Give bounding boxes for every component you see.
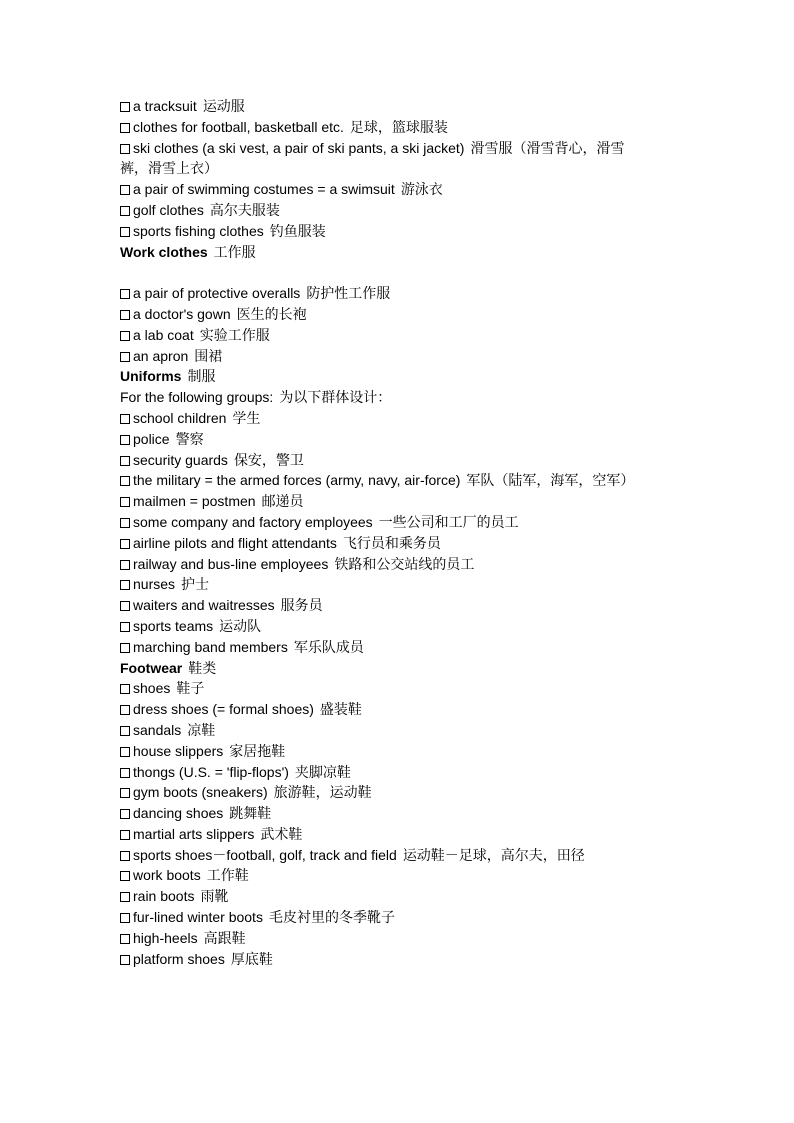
- list-item: a tracksuit 运动服: [120, 96, 650, 117]
- checkbox-icon: [120, 830, 130, 840]
- checkbox-icon: [120, 518, 130, 528]
- list-item: a pair of swimming costumes = a swimsuit 游泳衣: [120, 179, 650, 200]
- checkbox-icon: [120, 726, 130, 736]
- list-item: police 警察: [120, 429, 650, 450]
- list-item: fur-lined winter boots 毛皮衬里的冬季靴子: [120, 907, 650, 928]
- checkbox-icon: [120, 580, 130, 590]
- checkbox-icon: [120, 788, 130, 798]
- list-item: sandals 凉鞋: [120, 720, 650, 741]
- work-clothes-list: [120, 283, 650, 366]
- checkbox-icon: [120, 913, 130, 923]
- checkbox-icon: [120, 476, 130, 486]
- list-item: marching band members 军乐队成员: [120, 637, 650, 658]
- checkbox-icon: [120, 352, 130, 362]
- uniforms-list: [120, 408, 650, 658]
- list-item: shoes 鞋子: [120, 678, 650, 699]
- checkbox-icon: [120, 123, 130, 133]
- section-heading-uniforms: Uniforms 制服: [120, 368, 216, 385]
- spacer: [120, 262, 650, 283]
- list-item: some company and factory employees 一些公司和工厂的员工: [120, 512, 650, 533]
- sports-clothes-list: [120, 96, 650, 242]
- list-item: platform shoes 厚底鞋: [120, 949, 650, 970]
- list-item: nurses 护士: [120, 574, 650, 595]
- list-item: high-heels 高跟鞋: [120, 928, 650, 949]
- list-item: sports shoes－football, golf, track and field 运动鞋－足球，高尔夫，田径: [120, 845, 650, 866]
- checkbox-icon: [120, 601, 130, 611]
- checkbox-icon: [120, 768, 130, 778]
- list-item: dancing shoes 跳舞鞋: [120, 803, 650, 824]
- checkbox-icon: [120, 747, 130, 757]
- checkbox-icon: [120, 539, 130, 549]
- list-item: dress shoes (= formal shoes) 盛装鞋: [120, 699, 650, 720]
- list-item: ski clothes (a ski vest, a pair of ski pants, a ski jacket) 滑雪服（滑雪背心，滑雪裤，滑雪上衣）: [120, 139, 625, 177]
- checkbox-icon: [120, 144, 130, 154]
- checkbox-icon: [120, 560, 130, 570]
- checkbox-icon: [120, 684, 130, 694]
- footwear-list: [120, 678, 650, 969]
- list-item: mailmen = postmen 邮递员: [120, 491, 650, 512]
- list-item: work boots 工作鞋: [120, 865, 650, 886]
- list-item: a lab coat 实验工作服: [120, 325, 650, 346]
- section-heading-footwear: Footwear 鞋类: [120, 659, 217, 676]
- checkbox-icon: [120, 331, 130, 341]
- uniforms-intro: For the following groups: 为以下群体设计：: [120, 389, 392, 406]
- list-item: sports teams 运动队: [120, 616, 650, 637]
- checkbox-icon: [120, 185, 130, 195]
- list-item: sports fishing clothes 钓鱼服装: [120, 221, 650, 242]
- checkbox-icon: [120, 102, 130, 112]
- checkbox-icon: [120, 289, 130, 299]
- checkbox-icon: [120, 227, 130, 237]
- checkbox-icon: [120, 934, 130, 944]
- checkbox-icon: [120, 456, 130, 466]
- checkbox-icon: [120, 643, 130, 653]
- list-item: clothes for football, basketball etc. 足球，篮球服装: [120, 117, 650, 138]
- list-item: an apron 围裙: [120, 346, 650, 367]
- checkbox-icon: [120, 310, 130, 320]
- list-item: gym boots (sneakers) 旅游鞋，运动鞋: [120, 782, 650, 803]
- list-item: thongs (U.S. = 'flip-flops') 夹脚凉鞋: [120, 762, 650, 783]
- checkbox-icon: [120, 414, 130, 424]
- checkbox-icon: [120, 705, 130, 715]
- list-item: a pair of protective overalls 防护性工作服: [120, 283, 650, 304]
- list-item: the military = the armed forces (army, navy, air-force) 军队（陆军，海军，空军）: [120, 470, 650, 491]
- list-item: martial arts slippers 武术鞋: [120, 824, 650, 845]
- list-item: security guards 保安，警卫: [120, 450, 650, 471]
- checkbox-icon: [120, 435, 130, 445]
- checkbox-icon: [120, 892, 130, 902]
- list-item: a doctor's gown 医生的长袍: [120, 304, 650, 325]
- checkbox-icon: [120, 497, 130, 507]
- checkbox-icon: [120, 622, 130, 632]
- checkbox-icon: [120, 851, 130, 861]
- checkbox-icon: [120, 955, 130, 965]
- list-item: waiters and waitresses 服务员: [120, 595, 650, 616]
- checkbox-icon: [120, 206, 130, 216]
- list-item: school children 学生: [120, 408, 650, 429]
- list-item: airline pilots and flight attendants 飞行员和乘务员: [120, 533, 650, 554]
- checkbox-icon: [120, 871, 130, 881]
- list-item: golf clothes 高尔夫服装: [120, 200, 650, 221]
- document-page: [120, 96, 650, 969]
- section-heading-work: Work clothes 工作服: [120, 243, 256, 260]
- list-item: railway and bus-line employees 铁路和公交站线的员工: [120, 554, 650, 575]
- list-item: house slippers 家居拖鞋: [120, 741, 650, 762]
- list-item: rain boots 雨靴: [120, 886, 650, 907]
- checkbox-icon: [120, 809, 130, 819]
